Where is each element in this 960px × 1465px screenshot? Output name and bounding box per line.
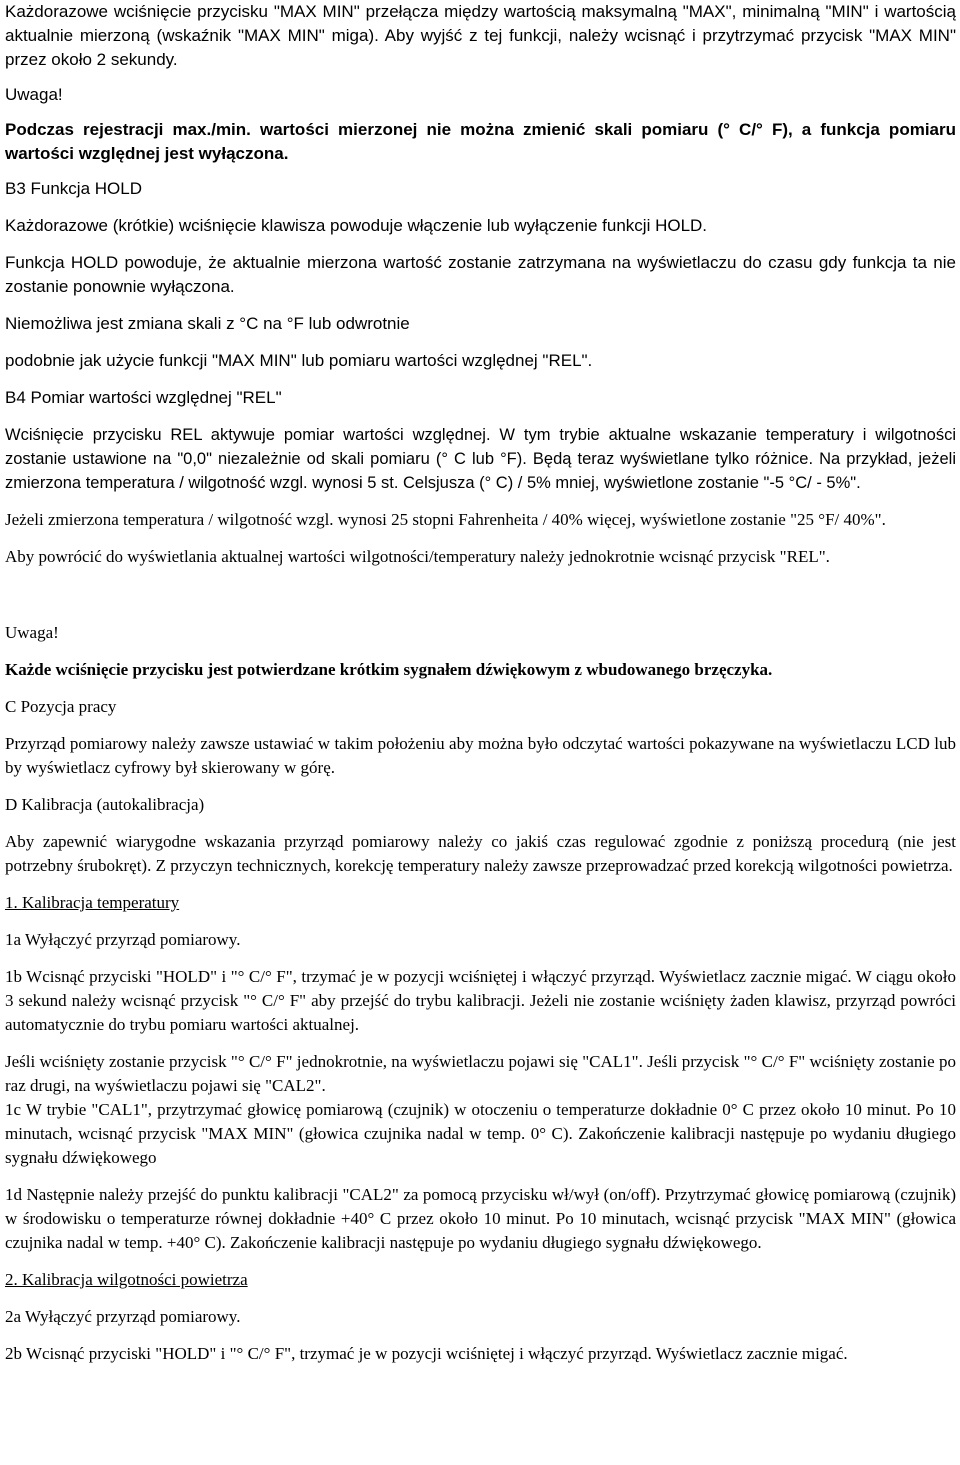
paragraph-max-min-description: Każdorazowe wciśnięcie przycisku "MAX MIN" przełącza między wartością maksymalną "MAX", minimalną "MIN" i wartością aktualnie mierzoną (wskaźnik "MAX MIN" miga). Aby wyjść z tej funkcji, należy wcisnąć i przytrzymać przycisk "MAX MIN" przez około 2 sekundy. — [5, 2, 956, 69]
paragraph-rel-description: Wciśnięcie przycisku REL aktywuje pomiar wartości względnej. W tym trybie aktualne wskazanie temperatury i wilgotności zostanie ustawione na "0,0" niezależnie od skali pomiaru (° C lub °F). Będą teraz wyświetlane tylko różnice. Na przykład, jeżeli zmierzona temperatura / wilgotność wzgl. wynosi 5 st. Celsjusza (° C) / 5% mniej, wyświetlone zostanie "-5 °C/ - 5%". — [5, 426, 956, 492]
paragraph-rel-example: Jeżeli zmierzona temperatura / wilgotność wzgl. wynosi 25 stopni Fahrenheita / 40% więcej, wyświetlone zostanie "25 °F/ 40%". — [5, 510, 886, 529]
subheading-humidity-calibration: 2. Kalibracja wilgotności powietrza — [5, 1270, 248, 1289]
paragraph-rel-return: Aby powrócić do wyświetlania aktualnej wartości wilgotności/temperatury należy jednokrotnie wcisnąć przycisk "REL". — [5, 547, 830, 566]
paragraph-hold-toggle: Każdorazowe (krótkie) wciśnięcie klawisza powoduje włączenie lub wyłączenie funkcji HOLD. — [5, 216, 708, 235]
step-2a: 2a Wyłączyć przyrząd pomiarowy. — [5, 1307, 241, 1326]
step-1a: 1a Wyłączyć przyrząd pomiarowy. — [5, 930, 241, 949]
paragraph-max-min-rel: podobnie jak użycie funkcji "MAX MIN" lub pomiaru wartości względnej "REL". — [5, 351, 593, 370]
paragraph-calibration-intro: Aby zapewnić wiarygodne wskazania przyrząd pomiarowy należy co jakiś czas regulować zgodnie z poniższą procedurą (nie jest potrzebny śrubokręt). Z przyczyn technicznych, korekcję temperatury należy zawsze przeprowadzać przed korekcją wilgotności powietrza. — [5, 832, 956, 875]
step-1c: 1c W trybie "CAL1", przytrzymać głowicę pomiarową (czujnik) w otoczeniu o temperaturze dokładnie 0° C przez około 10 minut. Po 10 minutach, wcisnąć przycisk "MAX MIN" (głowica czujnika nadal w temp. 0° C). Zakończenie kalibracji następuje po wydaniu długiego sygnału dźwiękowego — [5, 1100, 956, 1167]
paragraph-cal1-cal2: Jeśli wciśnięty zostanie przycisk "° C/° F" jednokrotnie, na wyświetlaczu pojawi się "CAL1". Jeśli przycisk "° C/° F" wciśnięty zostanie po raz drugi, na wyświetlaczu pojawi się "CAL2". — [5, 1052, 956, 1095]
step-1d: 1d Następnie należy przejść do punktu kalibracji "CAL2" za pomocą przycisku wł/wył (on/off). Przytrzymać głowicę pomiarową (czujnik) w środowisku o temperaturze równej dokładnie +40° C przez około 10 minut. Po 10 minutach, wcisnąć przycisk "MAX MIN" (głowica czujnika nadal w temp. +40° C). Zakończenie kalibracji następuje po wydaniu długiego sygnału dźwiękowego. — [5, 1185, 956, 1252]
section-heading-position: C Pozycja pracy — [5, 697, 117, 716]
paragraph-scale-change: Niemożliwa jest zmiana skali z °C na °F lub odwrotnie — [5, 314, 410, 333]
paragraph-hold-description: Funkcja HOLD powoduje, że aktualnie mierzona wartość zostanie zatrzymana na wyświetlaczu do czasu gdy funkcja ta nie zostanie ponownie wyłączona. — [5, 253, 956, 296]
section-heading-rel: B4 Pomiar wartości względnej "REL" — [5, 388, 282, 407]
step-1b: 1b Wcisnąć przyciski "HOLD" i "° C/° F", trzymać je w pozycji wciśniętej i włączyć przyrząd. Wyświetlacz zacznie migać. W ciągu około 3 sekund należy wcisnąć przycisk "° C/° F" aby przejść do trybu kalibracji. Jeżeli nie zostanie wciśnięty żaden klawisz, przyrząd powróci automatycznie do trybu pomiaru wartości aktualnej. — [5, 967, 956, 1034]
paragraph-position: Przyrząd pomiarowy należy zawsze ustawiać w takim położeniu aby można było odczytać wartości pokazywane na wyświetlaczu LCD lub by wyświetlacz cyfrowy był skierowany w górę. — [5, 734, 956, 777]
note-heading: Uwaga! — [5, 85, 63, 104]
section-heading-hold: B3 Funkcja HOLD — [5, 179, 142, 198]
subheading-temperature-calibration: 1. Kalibracja temperatury — [5, 893, 180, 912]
note-heading-2: Uwaga! — [5, 623, 59, 642]
section-heading-calibration: D Kalibracja (autokalibracja) — [5, 795, 205, 814]
note-max-min-text: Podczas rejestracji max./min. wartości mierzonej nie można zmienić skali pomiaru (° C/° F), a funkcja pomiaru wartości względnej jest wyłączona. — [5, 120, 956, 163]
note-beep-text: Każde wciśnięcie przycisku jest potwierdzane krótkim sygnałem dźwiękowym z wbudowanego brzęczyka. — [5, 660, 773, 679]
step-2b: 2b Wcisnąć przyciski "HOLD" i "° C/° F", trzymać je w pozycji wciśniętej i włączyć przyrząd. Wyświetlacz zacznie migać. — [5, 1344, 848, 1363]
